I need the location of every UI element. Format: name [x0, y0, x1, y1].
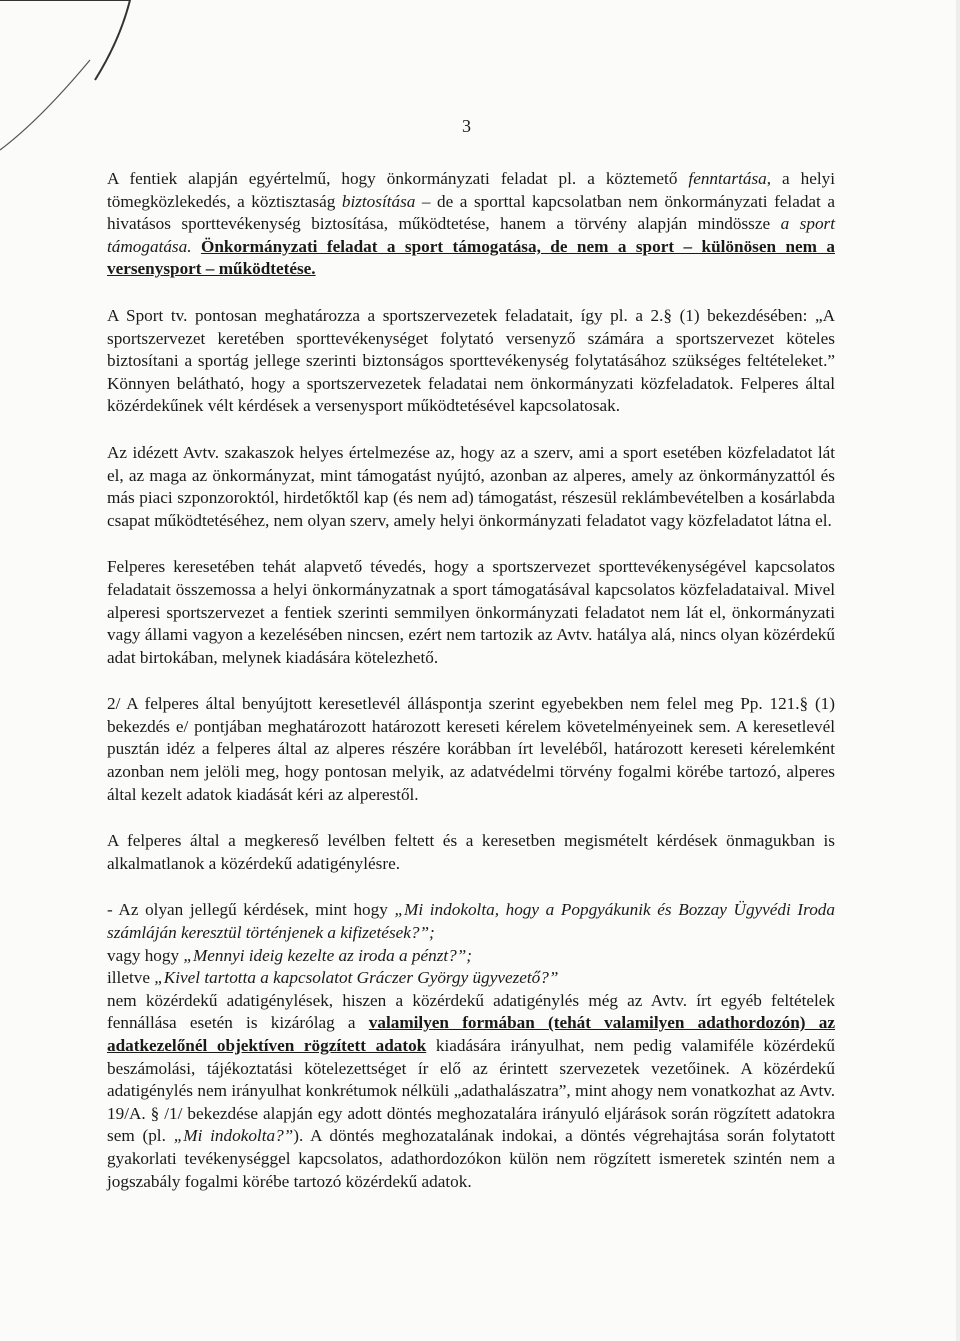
paragraph-5: 2/ A felperes által benyújtott keresetlevél álláspontja szerint egyebekben nem felel meg Pp. 121.§ (1) bekezdés e/ pontjában meghatározott határozott kereseti kérelem követelményeinek sem. A keresetlevél pusztán idéz a felperes által az alperes részére korábban írt leveléből, határozott kereseti kérelemként azonban nem jelöli meg, hogy pontosan melyik, az adatvédelmi törvény fogalmi körébe tartozó, alperes által kezelt adatok kiadását kéri az alperestől. — [107, 694, 835, 804]
document-body — [107, 168, 835, 1193]
paragraph-1: A fentiek alapján egyértelmű, hogy önkormányzati feladat pl. a köztemető fenntartása, a helyi tömegközlekedés, a köztisztaság biztosítása – de a sporttal kapcsolatban nem önkormányzati feladat a hivatásos sporttevékenység biztosítása, működtetése, hanem a törvény alapján mindössze a sport támogatása. Önkormányzati feladat a sport támogatása, de nem a sport – különösen nem a versenysport – működtetése. — [107, 169, 836, 279]
paragraph-7: - Az olyan jellegű kérdések, mint hogy „Mi indokolta, hogy a Popgyákunik és Bozzay Ügyvédi Iroda számláján keresztül történjenek a kifizetések?”; vagy hogy „Mennyi ideig kezelte az iroda a pénzt?”; illetve „Kivel tartotta a kapcsolatot Gráczer György ügyvezető?” nem közérdekű adatigénylések, hiszen a közérdekű adatigénylés még az Avtv. írt egyéb feltételek fennállása esetén is kizárólag a valamilyen formában (tehát valamilyen adathordozón) az adatkezelőnél objektíven rögzített adatok kiadására irányulhat, nem pedig valamiféle közérdekű beszámolási, tájékoztatási kötelezettséget ír elő az érintett szervezetek vezetőinek. A közérdekű adatigénylés nem irányulhat konkrétumok nélküli „adathalászatra”, mint ahogy nem vonatkozhat az Avtv. 19/A. § /1/ bekezdése alapján egy adott döntés meghozatalára irányuló eljárások során rögzített adatokra sem (pl. „Mi indokolta?”). A döntés meghozatalának indokai, a döntés végrehajtása során folytatott gyakorlati tevékenységgel kapcsolatos, adathordozókon külön nem rögzített ismeretek szintén nem a jogszabály fogalmi körébe tartozó közérdekű adatok. — [107, 900, 836, 1191]
paragraph-2: A Sport tv. pontosan meghatározza a sportszervezetek feladatait, így pl. a 2.§ (1) bekezdésében: „A sportszervezet keretében sporttevékenységet folytató versenyző számára a sportszervezet köteles biztosítani a sportág jellege szerinti biztonságos sporttevékenység folytatásához szükséges feltételeket.” Könnyen belátható, hogy a sportszervezetek feladatai nem önkormányzati közfeladatok. Felperes által közérdekűnek vélt kérdések a versenysport működtetésével kapcsolatosak. — [107, 305, 835, 416]
paragraph-4: Felperes keresetében tehát alapvető tévedés, hogy a sportszervezet sporttevékenységével kapcsolatos feladatait összemossa a helyi önkormányzatnak a sport támogatásával kapcsolatos közfeladataival. Mivel alperesi sportszervezet a fentiek szerinti semmilyen önkormányzati feladatot nem lát el, önkormányzati vagy állami vagyon a kezelésében nincsen, ezért nem tartozik az Avtv. hatálya alá, nincs olyan közérdekű adat birtokában, melynek kiadására kötelezhető. — [107, 557, 835, 667]
paragraph-6: A felperes által a megkereső levélben feltett és a keresetben megismételt kérdések önmagukban is alkalmatlanok a közérdekű adatigénylésre. — [107, 831, 835, 873]
page-edge — [956, 0, 960, 1341]
paragraph-3: Az idézett Avtv. szakaszok helyes értelmezése az, hogy az a szerv, ami a sport esetében közfeladatot lát el, az maga az önkormányzat, mint támogatást nyújtó, azonban az alperes, amely az önkormányzattól és más piaci szponzoroktól, hirdetőktől kap (és nem ad) támogatást, részesül reklámbevételben a kosárlabda csapat működtetéséhez, nem olyan szerv, amely helyi önkormányzati feladatot vagy közfeladatot látna el. — [107, 442, 835, 530]
emphasis-underlined: Önkormányzati feladat a sport támogatása, de nem a sport – különösen nem a versenysport – működtetése. — [107, 236, 835, 279]
emphasis-underlined-2: valamilyen formában (tehát valamilyen adathordozón) az adatkezelőnél objektíven rögzített adatok — [107, 1013, 835, 1055]
page-number: 3 — [462, 116, 471, 136]
